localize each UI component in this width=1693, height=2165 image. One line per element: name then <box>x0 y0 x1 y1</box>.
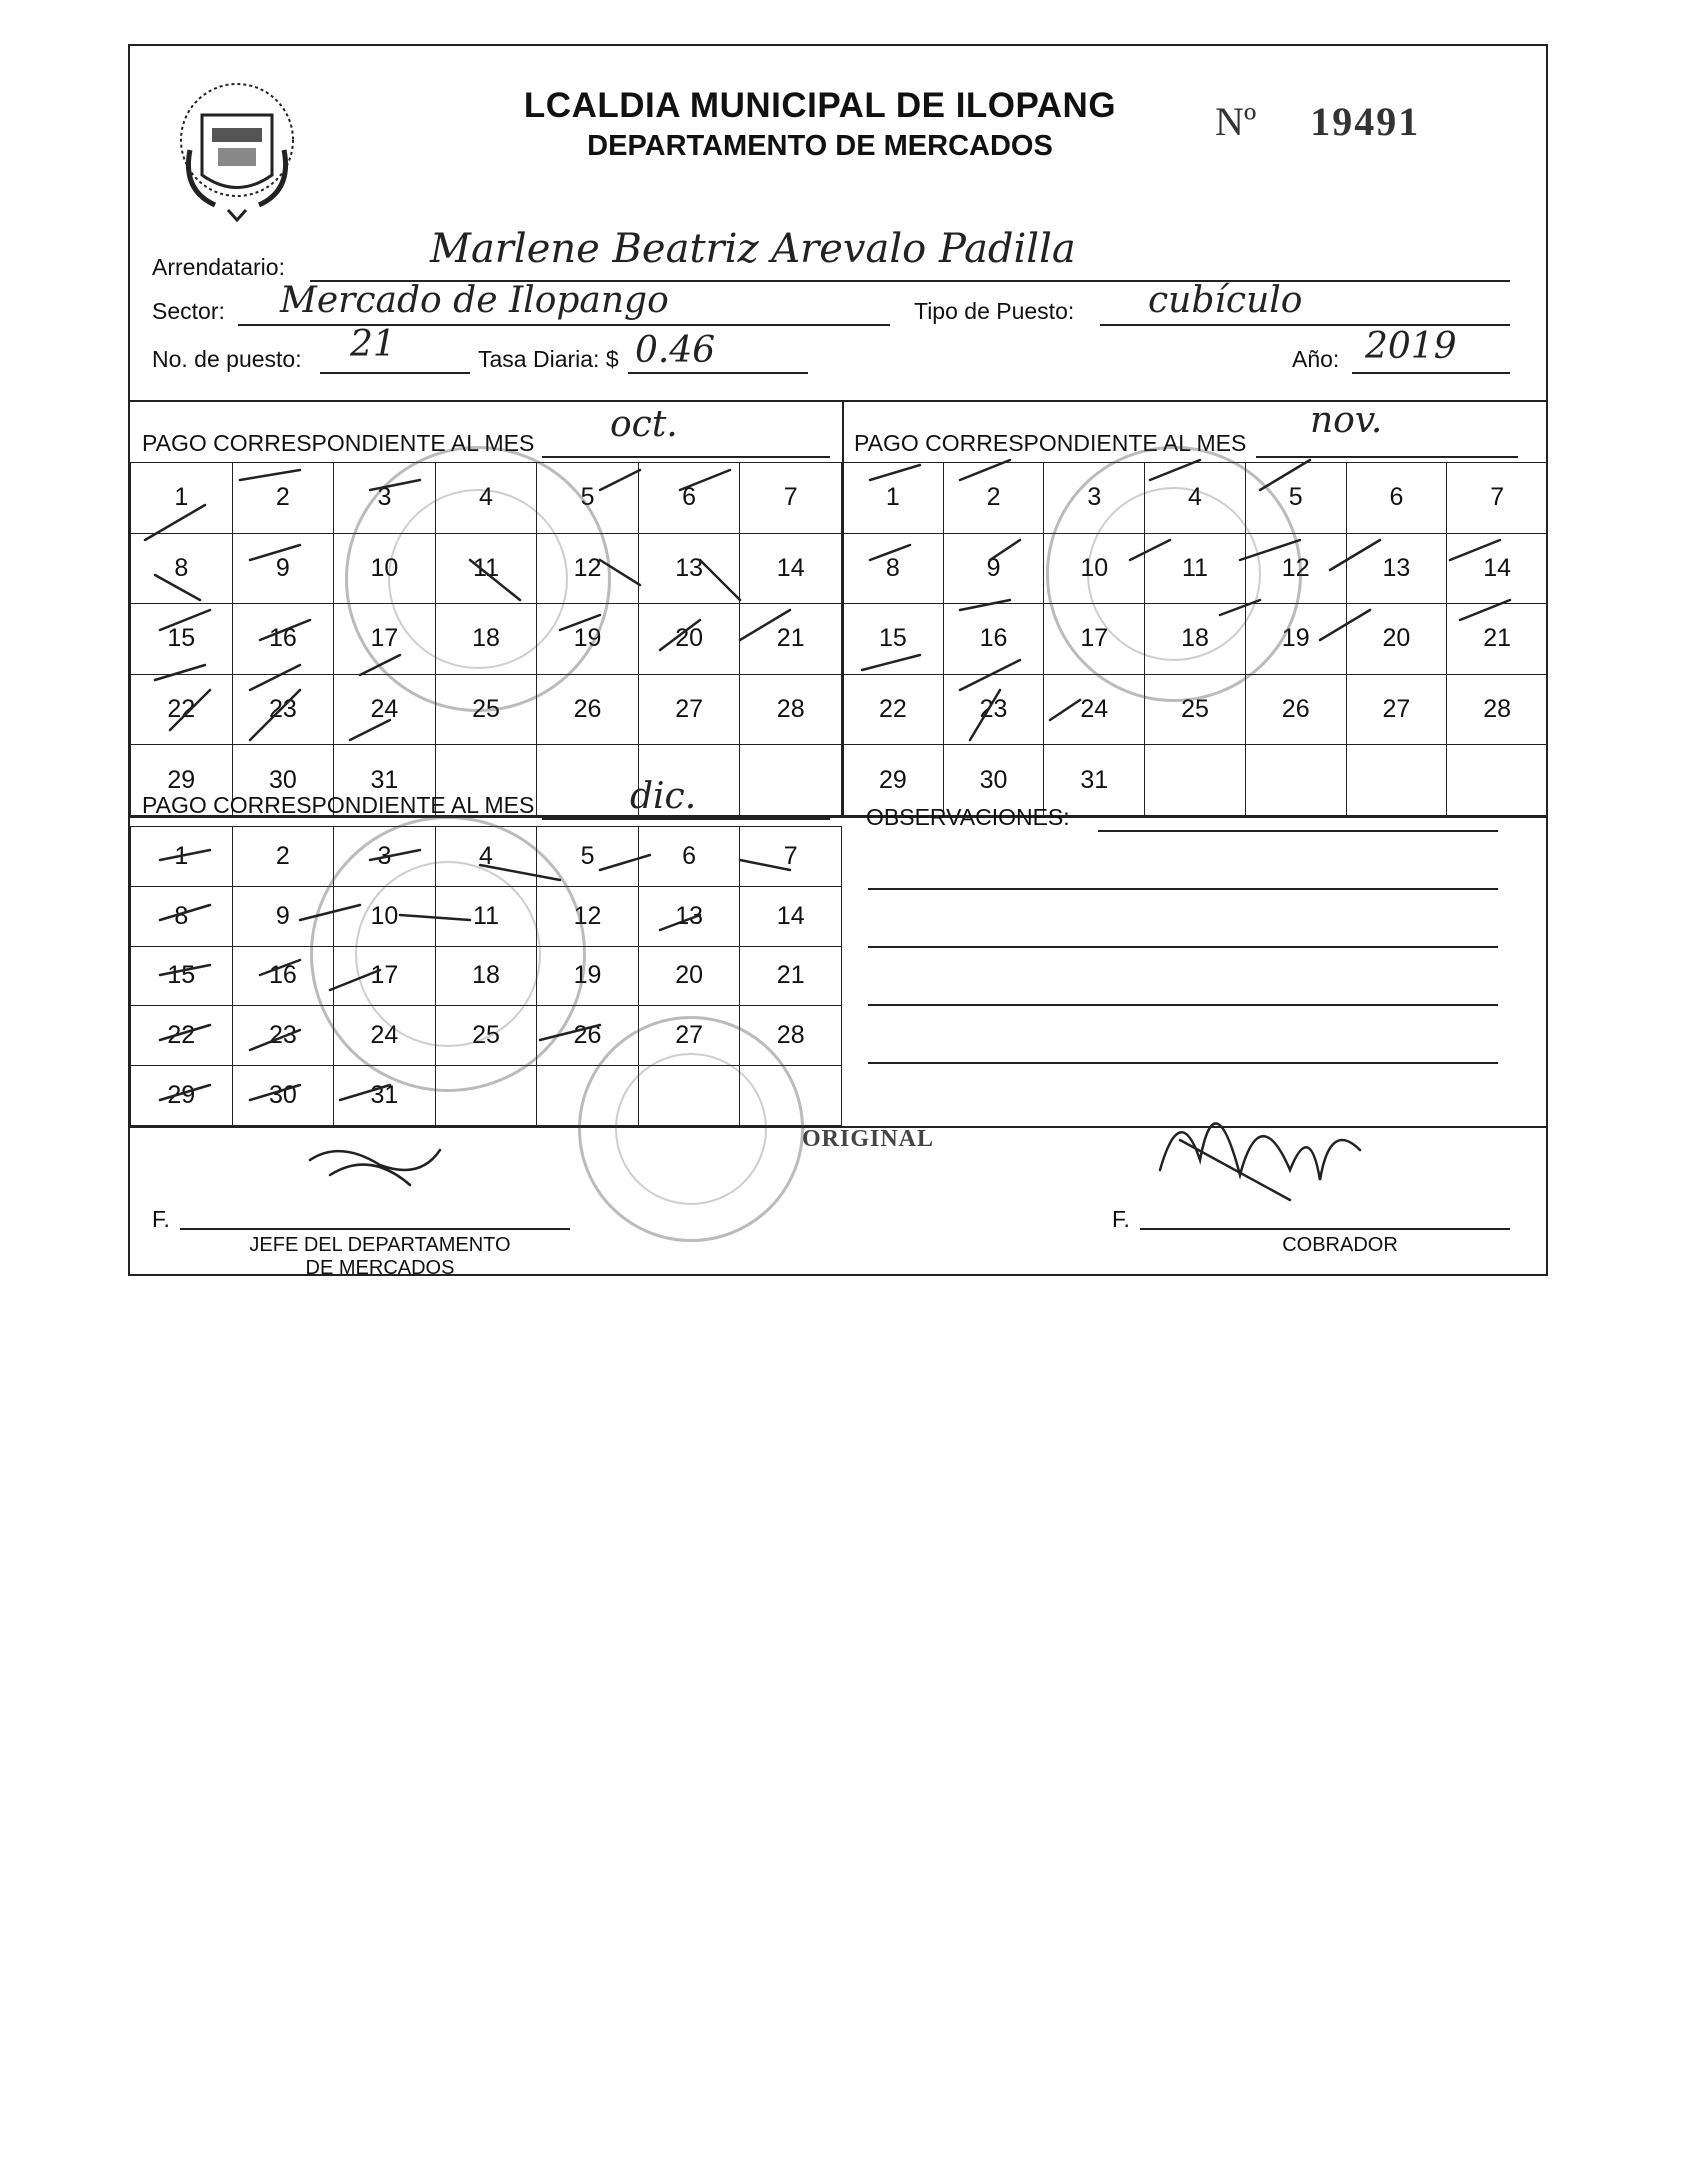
day-cell: 26 <box>537 675 639 746</box>
day-cell: 19 <box>537 604 639 675</box>
day-cell: 7 <box>740 463 842 534</box>
jefe-signature-line <box>180 1228 570 1230</box>
day-cell: 8 <box>843 534 944 605</box>
day-cell: 31 <box>334 745 436 816</box>
cobrador-signature-line <box>1140 1228 1510 1230</box>
tipo-puesto-label: Tipo de Puesto: <box>914 298 1075 324</box>
anio-label: Año: <box>1292 346 1340 372</box>
puesto-label: No. de puesto: <box>152 346 302 372</box>
day-cell: 29 <box>131 1066 233 1126</box>
day-cell: 11 <box>436 887 538 947</box>
days-grid-oct <box>130 462 842 816</box>
day-cell: 18 <box>436 947 538 1007</box>
day-cell: 13 <box>639 534 741 605</box>
jefe-caption-line2: DE MERCADOS <box>305 1257 455 1279</box>
day-cell: 24 <box>334 1006 436 1066</box>
day-cell: 19 <box>1246 604 1347 675</box>
month-line-dic <box>542 818 830 820</box>
day-cell: 24 <box>1044 675 1145 746</box>
day-cell: 10 <box>334 887 436 947</box>
day-cell: 1 <box>131 463 233 534</box>
day-cell: 19 <box>537 947 639 1007</box>
day-cell: 21 <box>740 947 842 1007</box>
day-cell <box>436 1066 538 1126</box>
day-cell: 5 <box>537 463 639 534</box>
number-value: 19491 <box>1310 99 1421 144</box>
month-label-nov: PAGO CORRESPONDIENTE AL MES <box>854 430 1247 456</box>
month-value-dic: dic. <box>630 776 697 817</box>
day-cell: 22 <box>131 1006 233 1066</box>
day-cell: 2 <box>233 463 335 534</box>
obs-line-1 <box>1098 830 1498 832</box>
day-cell <box>1145 745 1246 816</box>
day-cell: 2 <box>944 463 1045 534</box>
day-cell: 17 <box>334 604 436 675</box>
day-cell: 30 <box>233 1066 335 1126</box>
day-cell: 8 <box>131 887 233 947</box>
day-cell: 13 <box>639 887 741 947</box>
day-cell: 4 <box>436 827 538 887</box>
day-cell: 20 <box>639 604 741 675</box>
payment-form <box>128 44 1548 1279</box>
sector-line <box>238 324 890 326</box>
tipo-puesto-value: cubículo <box>1148 280 1303 321</box>
jefe-caption-line1: JEFE DEL DEPARTAMENTO <box>249 1234 511 1256</box>
month-label-oct: PAGO CORRESPONDIENTE AL MES <box>142 430 535 456</box>
day-cell: 13 <box>1347 534 1448 605</box>
tasa-label: Tasa Diaria: $ <box>478 346 619 372</box>
municipal-seal-icon <box>170 70 305 230</box>
day-cell: 25 <box>436 1006 538 1066</box>
puesto-line <box>320 372 470 374</box>
day-cell <box>1347 745 1448 816</box>
day-cell: 30 <box>944 745 1045 816</box>
day-cell: 11 <box>436 534 538 605</box>
day-cell: 24 <box>334 675 436 746</box>
day-cell: 2 <box>233 827 335 887</box>
day-cell: 12 <box>1246 534 1347 605</box>
days-grid-nov <box>842 462 1548 816</box>
number-label: Nº <box>1215 99 1257 144</box>
day-cell: 23 <box>233 1006 335 1066</box>
day-cell: 16 <box>233 604 335 675</box>
day-cell: 5 <box>537 827 639 887</box>
day-cell: 6 <box>1347 463 1448 534</box>
month-value-nov: nov. <box>1310 400 1383 441</box>
day-cell <box>1447 745 1548 816</box>
day-cell: 27 <box>1347 675 1448 746</box>
day-cell: 9 <box>233 534 335 605</box>
day-cell: 31 <box>1044 745 1145 816</box>
month-value-oct: oct. <box>610 404 678 445</box>
days-grid-dic <box>130 826 842 1126</box>
sector-label: Sector: <box>152 298 225 324</box>
day-cell: 27 <box>639 675 741 746</box>
tasa-value: 0.46 <box>635 330 716 371</box>
day-cell: 14 <box>1447 534 1548 605</box>
form-number <box>1215 98 1420 145</box>
obs-line-3 <box>868 946 1498 948</box>
day-cell: 6 <box>639 463 741 534</box>
day-cell: 10 <box>334 534 436 605</box>
puesto-value: 21 <box>350 324 396 365</box>
form-header <box>510 86 1130 163</box>
day-cell: 3 <box>334 827 436 887</box>
day-cell: 8 <box>131 534 233 605</box>
day-cell: 23 <box>233 675 335 746</box>
department-title: DEPARTAMENTO DE MERCADOS <box>587 130 1053 162</box>
anio-value: 2019 <box>1365 326 1457 367</box>
day-cell: 1 <box>843 463 944 534</box>
municipality-title: LCALDIA MUNICIPAL DE ILOPANG <box>523 86 1117 125</box>
day-cell: 3 <box>1044 463 1145 534</box>
original-mark: ORIGINAL <box>802 1126 935 1152</box>
cobrador-f-label: F. <box>1112 1206 1130 1232</box>
day-cell: 21 <box>740 604 842 675</box>
obs-line-2 <box>868 888 1498 890</box>
obs-line-4 <box>868 1004 1498 1006</box>
day-cell: 4 <box>436 463 538 534</box>
day-cell: 12 <box>537 534 639 605</box>
day-cell: 17 <box>1044 604 1145 675</box>
day-cell: 23 <box>944 675 1045 746</box>
day-cell: 7 <box>1447 463 1548 534</box>
observaciones-label: OBSERVACIONES: <box>866 804 1070 830</box>
month-line-oct <box>542 456 830 458</box>
day-cell: 14 <box>740 534 842 605</box>
day-cell: 29 <box>131 745 233 816</box>
day-cell: 5 <box>1246 463 1347 534</box>
day-cell: 18 <box>436 604 538 675</box>
day-cell: 1 <box>131 827 233 887</box>
day-cell: 17 <box>334 947 436 1007</box>
day-cell: 28 <box>1447 675 1548 746</box>
day-cell: 14 <box>740 887 842 947</box>
day-cell: 20 <box>639 947 741 1007</box>
day-cell: 4 <box>1145 463 1246 534</box>
month-line-nov <box>1256 456 1518 458</box>
day-cell: 10 <box>1044 534 1145 605</box>
day-cell: 28 <box>740 1006 842 1066</box>
day-cell: 22 <box>843 675 944 746</box>
day-cell <box>537 745 639 816</box>
day-cell: 9 <box>233 887 335 947</box>
day-cell: 26 <box>537 1006 639 1066</box>
day-cell: 15 <box>843 604 944 675</box>
day-cell <box>740 745 842 816</box>
day-cell <box>740 1066 842 1126</box>
day-cell <box>1246 745 1347 816</box>
day-cell: 6 <box>639 827 741 887</box>
day-cell: 30 <box>233 745 335 816</box>
day-cell: 15 <box>131 947 233 1007</box>
day-cell <box>639 1066 741 1126</box>
day-cell: 31 <box>334 1066 436 1126</box>
day-cell <box>537 1066 639 1126</box>
cobrador-caption: COBRADOR <box>1282 1234 1398 1256</box>
day-cell: 9 <box>944 534 1045 605</box>
arrendatario-label: Arrendatario: <box>152 254 285 280</box>
day-cell: 28 <box>740 675 842 746</box>
day-cell: 20 <box>1347 604 1448 675</box>
obs-line-5 <box>868 1062 1498 1064</box>
day-cell: 27 <box>639 1006 741 1066</box>
day-cell: 16 <box>944 604 1045 675</box>
day-cell: 26 <box>1246 675 1347 746</box>
day-cell: 22 <box>131 675 233 746</box>
jefe-caption <box>180 1234 580 1280</box>
day-cell: 7 <box>740 827 842 887</box>
anio-line <box>1352 372 1510 374</box>
day-cell: 11 <box>1145 534 1246 605</box>
tasa-line <box>628 372 808 374</box>
day-cell: 25 <box>436 675 538 746</box>
day-cell: 15 <box>131 604 233 675</box>
day-cell: 18 <box>1145 604 1246 675</box>
day-cell: 21 <box>1447 604 1548 675</box>
jefe-f-label: F. <box>152 1206 170 1232</box>
month-label-dic: PAGO CORRESPONDIENTE AL MES <box>142 792 535 818</box>
sector-value: Mercado de Ilopango <box>280 280 669 321</box>
day-cell: 16 <box>233 947 335 1007</box>
day-cell: 3 <box>334 463 436 534</box>
day-cell: 25 <box>1145 675 1246 746</box>
arrendatario-value: Marlene Beatriz Arevalo Padilla <box>430 226 1076 272</box>
day-cell: 29 <box>843 745 944 816</box>
day-cell: 12 <box>537 887 639 947</box>
